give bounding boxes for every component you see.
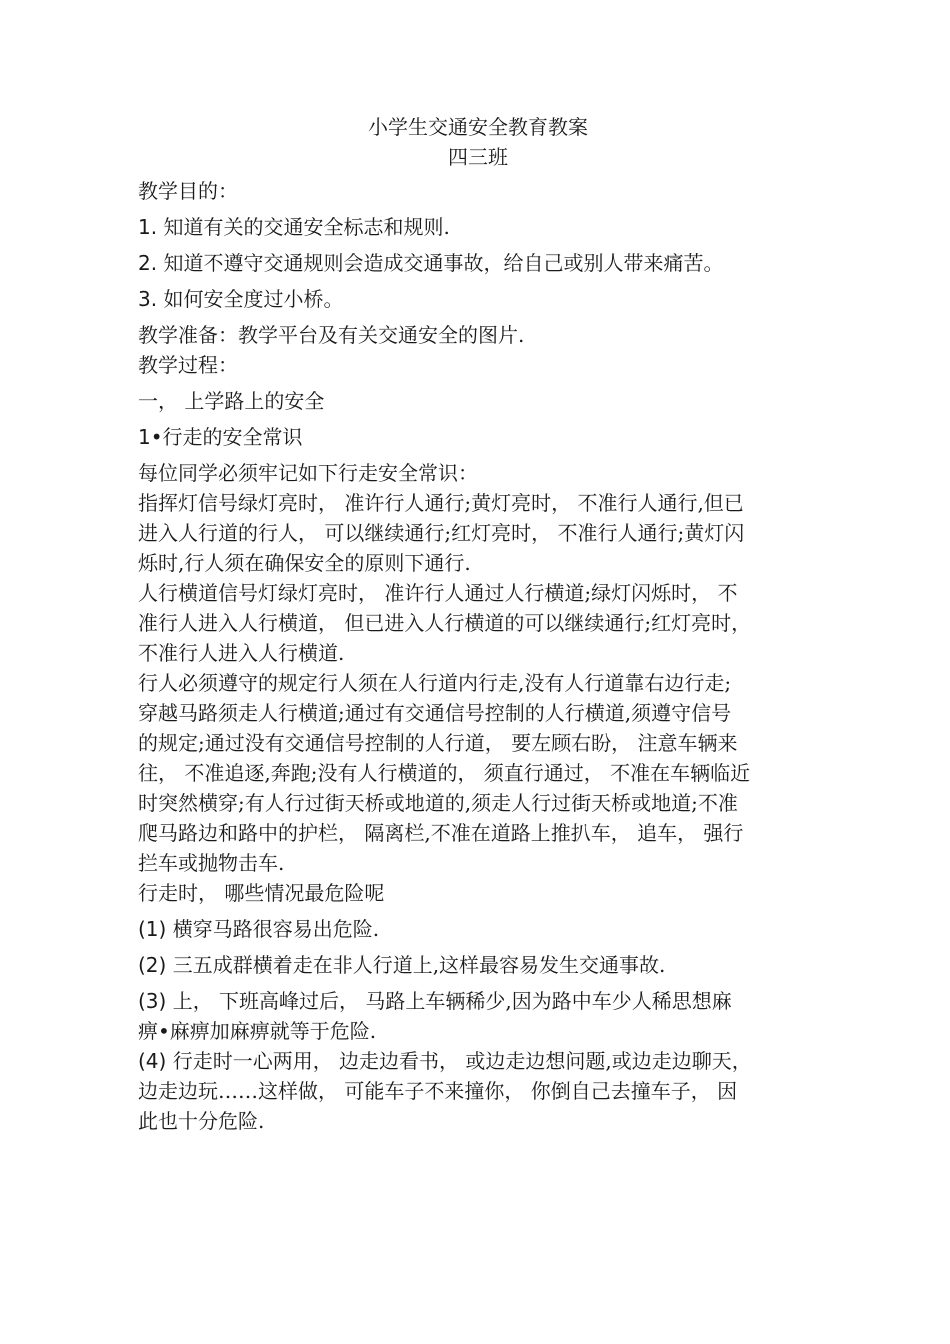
paragraph-line: 人行横道信号灯绿灯亮时， 准许行人通过人行横道;绿灯闪烁时， 不 xyxy=(138,581,738,605)
document-page xyxy=(138,112,818,1136)
paragraph-line: 边走边玩……这样做， 可能车子不来撞你， 你倒自己去撞车子， 因 xyxy=(138,1079,738,1103)
objective-item: 1. 知道有关的交通安全标志和规则. xyxy=(138,215,450,239)
paragraph-line: 不准行人进入人行横道. xyxy=(138,641,345,665)
danger-item: (4) 行走时一心两用， 边走边看书， 或边走边想问题,或边走边聊天， 边走边玩……这样做， 可能车子不来撞你， 你倒自己去撞车子， 因 此也十分危险. xyxy=(138,1046,818,1136)
objective-item: 2. 知道不遵守交通规则会造成交通事故，给自己或别人带来痛苦。 xyxy=(138,251,724,275)
paragraph-line: 准行人进入人行横道， 但已进入人行横道的可以继续通行;红灯亮时， xyxy=(138,611,752,635)
section-heading: 一， 上学路上的安全 xyxy=(138,389,325,413)
paragraph-traffic-signal xyxy=(138,488,818,578)
danger-item: (2) 三五成群横着走在非人行道上,这样最容易发生交通事故. xyxy=(138,953,666,977)
paragraph-pedestrian-rules xyxy=(138,668,818,878)
paragraph-line: 进入人行道的行人， 可以继续通行;红灯亮时， 不准行人通行;黄灯闪 xyxy=(138,521,745,545)
paragraph-line: 穿越马路须走人行横道;通过有交通信号控制的人行横道,须遵守信号 xyxy=(138,701,732,725)
danger-item: (1) 横穿马路很容易出危险. xyxy=(138,917,380,941)
paragraph-line: 痹•麻痹加麻痹就等于危险. xyxy=(138,1019,377,1043)
paragraph-crosswalk-signal xyxy=(138,578,818,668)
subsection-heading: 1•行走的安全常识 xyxy=(138,425,303,449)
danger-item: (3) 上， 下班高峰过后， 马路上车辆稀少,因为路中车少人稀思想麻 痹•麻痹加麻痹就等于危险. xyxy=(138,986,818,1046)
paragraph-line: 往， 不准追逐,奔跑;没有人行横道的， 须直行通过， 不准在车辆临近 xyxy=(138,761,751,785)
paragraph-line: 爬马路边和路中的护栏， 隔离栏,不准在道路上推扒车， 追车， 强行 xyxy=(138,821,744,845)
paragraph-line: 烁时,行人须在确保安全的原则下通行. xyxy=(138,551,471,575)
paragraph-line: 指挥灯信号绿灯亮时， 准许行人通行;黄灯亮时， 不准行人通行,但已 xyxy=(138,491,744,515)
paragraph-line: 拦车或抛物击车. xyxy=(138,851,285,875)
document-title: 小学生交通安全教育教案 xyxy=(368,115,588,139)
class-name: 四三班 xyxy=(448,145,508,169)
intro-text: 每位同学必须牢记如下行走安全常识： xyxy=(138,461,478,485)
paragraph-line: 的规定;通过没有交通信号控制的人行道， 要左顾右盼， 注意车辆来 xyxy=(138,731,738,755)
danger-question: 行走时， 哪些情况最危险呢 xyxy=(138,881,385,905)
paragraph-line: 行人必须遵守的规定行人须在人行道内行走,没有人行道靠右边行走; xyxy=(138,671,732,695)
preparation-text: 教学准备：教学平台及有关交通安全的图片. xyxy=(138,323,525,347)
paragraph-line: 此也十分危险. xyxy=(138,1109,265,1133)
paragraph-line: 时突然横穿;有人行过街天桥或地道的,须走人行过街天桥或地道;不准 xyxy=(138,791,738,815)
process-heading: 教学过程： xyxy=(138,353,238,377)
objective-item: 3. 如何安全度过小桥。 xyxy=(138,287,344,311)
objectives-heading: 教学目的： xyxy=(138,179,238,203)
